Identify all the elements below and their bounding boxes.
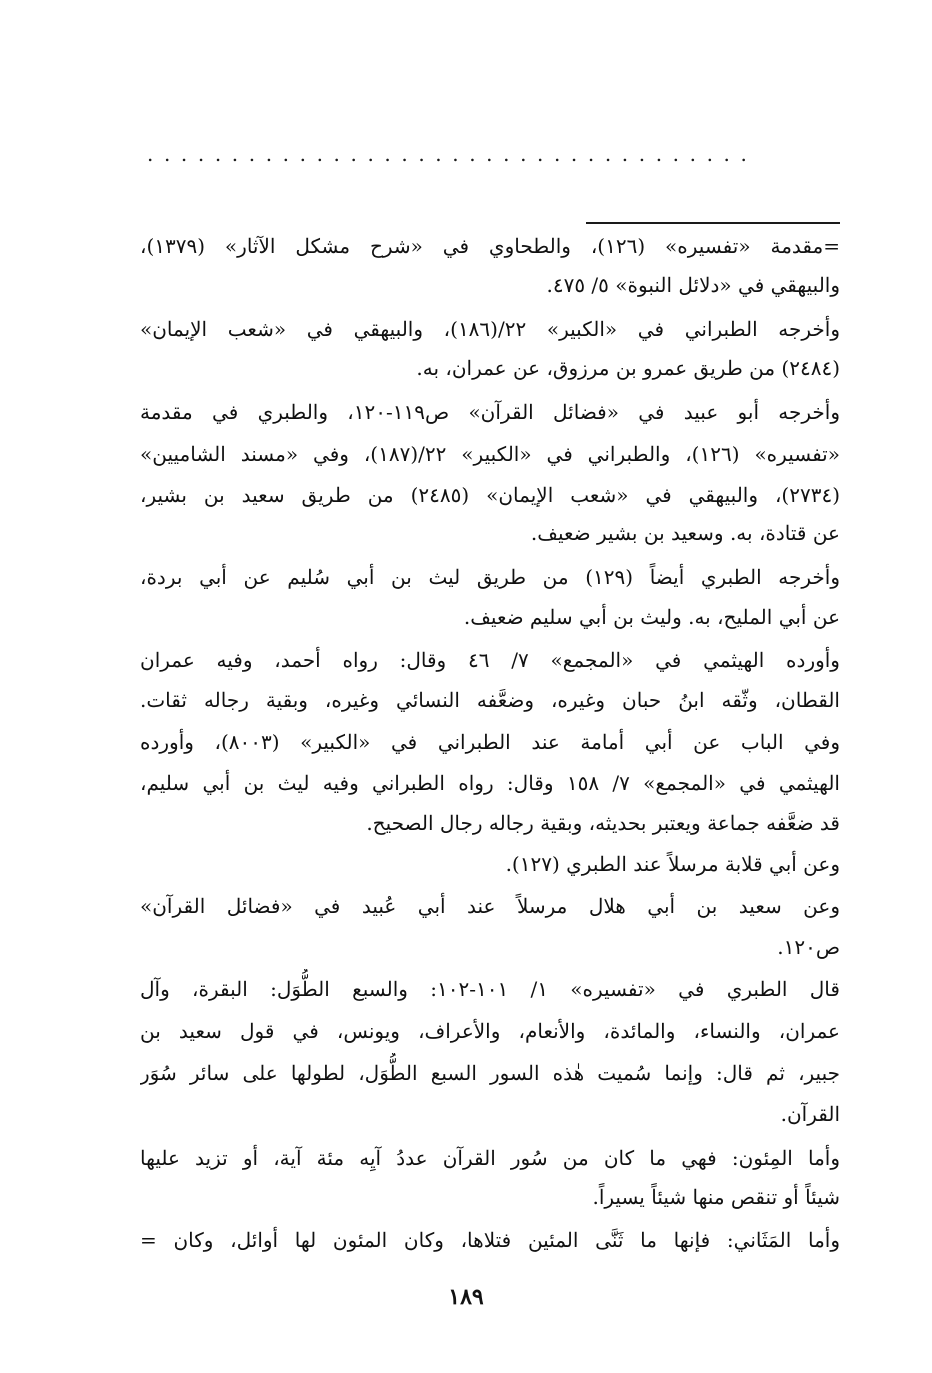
text-line: وأما المِئون: فهي ما كان من سُور القرآن عددُ آيِه مئة آية، أو تزيد عليها — [140, 1146, 840, 1170]
text-line: وأخرجه أبو عبيد في «فضائل القرآن» ص١١٩-١٢٠، والطبري في مقدمة — [140, 400, 840, 424]
text-line: قد ضعَّفه جماعة ويعتبر بحديثه، وبقية رجاله رجال الصحيح. — [366, 811, 840, 835]
text-line: «تفسيره» (١٢٦)، والطبراني في «الكبير» ٢٢/(١٨٧)، وفي «مسند الشاميين» — [140, 442, 840, 466]
text-line: ص١٢٠. — [777, 935, 840, 959]
text-line: عمران، والنساء، والمائدة، والأنعام، والأعراف، ويونس، في قول سعيد بن — [140, 1019, 840, 1043]
text-line: قال الطبري في «تفسيره» ١/ ١٠١-١٠٢: والسبع الطُّوَل: البقرة، وآل — [140, 977, 840, 1001]
text-line: (٢٤٨٤) من طريق عمرو بن مرزوق، عن عمران، به. — [416, 356, 840, 380]
text-line: جبير، ثم قال: وإنما سُميت هٰذه السور السبع الطُّوَل، لطولها على سائر سُوَر — [140, 1061, 840, 1085]
text-line: والبيهقي في «دلائل النبوة» ٥/ ٤٧٥. — [546, 273, 840, 297]
text-line: وأخرجه الطبراني في «الكبير» ٢٢/(١٨٦)، والبيهقي في «شعب الإيمان» — [140, 317, 840, 341]
text-line: وأما المَثَاني: فإنها ما ثَنَّى المئين فتلاها، وكان المئون لها أوائل، وكان = — [140, 1228, 840, 1252]
text-line: عن قتادة، به. وسعيد بن بشير ضعيف. — [530, 521, 840, 545]
text-line: القطان، وثّقه ابنُ حبان وغيره، وضعَّفه النسائي وغيره، وبقية رجاله ثقات. — [140, 688, 840, 712]
text-line: عن أبي المليح، به. وليث بن أبي سليم ضعيف. — [463, 605, 840, 629]
text-line: وعن أبي قلابة مرسلاً عند الطبري (١٢٧). — [505, 852, 840, 876]
text-line: وفي الباب عن أبي أمامة عند الطبراني في «الكبير» (٨٠٠٣)، وأورده — [140, 730, 840, 754]
text-line: وعن سعيد بن أبي هلال مرسلاً عند أبي عُبيد في «فضائل القرآن» — [140, 894, 840, 918]
text-line: القرآن. — [780, 1102, 840, 1126]
footnote-rule — [586, 222, 840, 224]
text-line: الهيثمي في «المجمع» ٧/ ١٥٨ وقال: رواه الطبراني وفيه ليث بن أبي سليم، — [140, 771, 840, 795]
text-line: (٢٧٣٤)، والبيهقي في «شعب الإيمان» (٢٤٨٥) من طريق سعيد بن بشير، — [140, 483, 840, 507]
text-line: شيئاً أو تنقص منها شيئاً يسيراً. — [592, 1185, 840, 1209]
text-line: =مقدمة «تفسيره» (١٢٦)، والطحاوي في «شرح مشكل الآثار» (١٣٧٩)، — [140, 234, 840, 258]
separator-dots: .................................... — [147, 144, 758, 164]
page-number: ١٨٩ — [448, 1284, 484, 1310]
text-line: وأخرجه الطبري أيضاً (١٢٩) من طريق ليث بن أبي سُليم عن أبي بردة، — [140, 565, 840, 589]
text-line: وأورده الهيثمي في «المجمع» ٧/ ٤٦ وقال: رواه أحمد، وفيه عمران — [140, 648, 840, 672]
